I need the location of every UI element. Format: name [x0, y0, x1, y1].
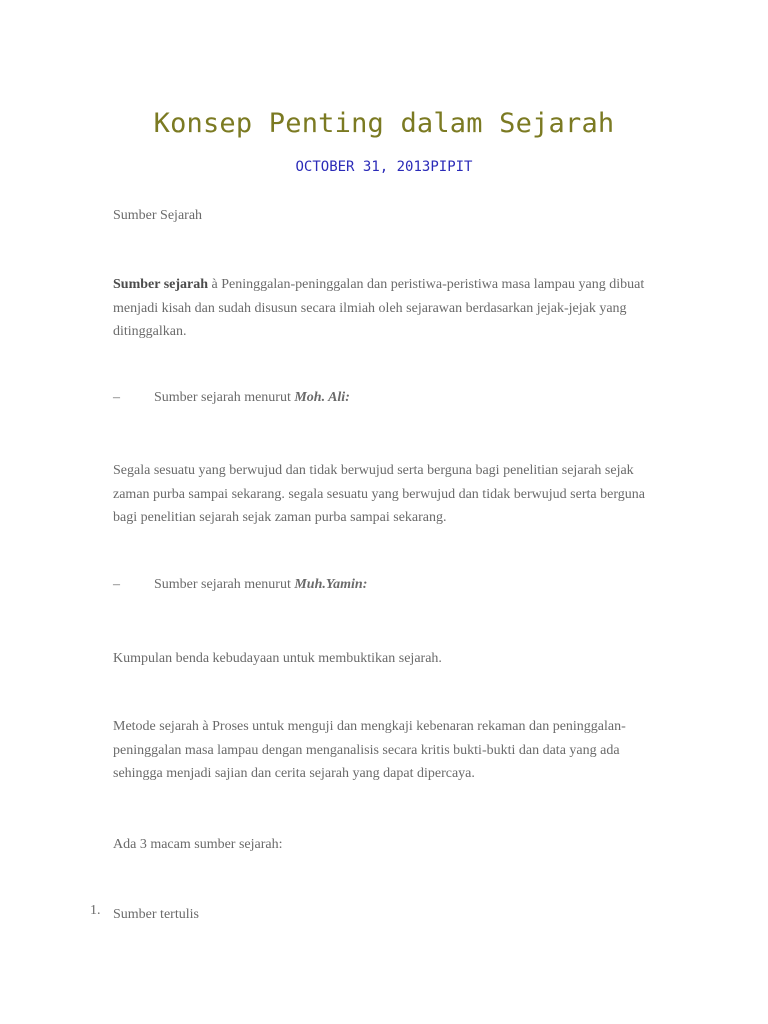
- list-item-text: Sumber sejarah menurut: [154, 390, 295, 405]
- paragraph-types-intro: Ada 3 macam sumber sejarah:: [113, 837, 283, 852]
- section-heading: Sumber Sejarah: [113, 208, 203, 223]
- author-name: Moh. Ali:: [294, 390, 350, 405]
- paragraph-definition-1: Segala sesuatu yang berwujud dan tidak berwujud serta berguna bagi penelitian sejarah sejak zaman purba sampai sekarang. segala sesuatu yang berwujud dan tidak berwujud serta berguna bagi penelitian sejarah sejak zaman purba sampai sekarang.: [113, 463, 645, 525]
- list-item-muh-yamin: [154, 577, 367, 593]
- paragraph-metode-sejarah: Metode sejarah à Proses untuk menguji dan mengkaji kebenaran rekaman dan peninggalan-peninggalan masa lampau dengan menganalisis secara kritis bukti-bukti dan data yang ada sehingga menjadi sajian dan cerita sejarah yang dapat dipercaya.: [113, 719, 626, 781]
- post-author-link[interactable]: PIPIT: [430, 159, 473, 175]
- page-title: Konsep Penting dalam Sejarah: [153, 108, 615, 139]
- paragraph-text: à Peninggalan-peninggalan dan peristiwa-peristiwa masa lampau yang dibuat menjadi kisah dan sudah disusun secara ilmiah oleh sejarawan berdasarkan jejak-jejak yang ditinggalkan.: [113, 277, 645, 339]
- post-meta: [0, 159, 768, 175]
- term-bold: Sumber sejarah: [113, 277, 209, 292]
- list-dash: –: [113, 390, 120, 405]
- paragraph-sumber-sejarah: [113, 273, 658, 344]
- list-dash: –: [113, 577, 120, 592]
- list-item-sumber-tertulis: Sumber tertulis: [113, 907, 199, 922]
- list-item-moh-ali: [154, 390, 350, 406]
- post-date-link[interactable]: OCTOBER 31, 2013: [295, 159, 431, 175]
- list-item-text: Sumber sejarah menurut: [154, 577, 295, 592]
- list-number: 1.: [90, 903, 101, 918]
- paragraph-definition-2: Kumpulan benda kebudayaan untuk membuktikan sejarah.: [113, 651, 442, 666]
- author-name: Muh.Yamin:: [294, 577, 368, 592]
